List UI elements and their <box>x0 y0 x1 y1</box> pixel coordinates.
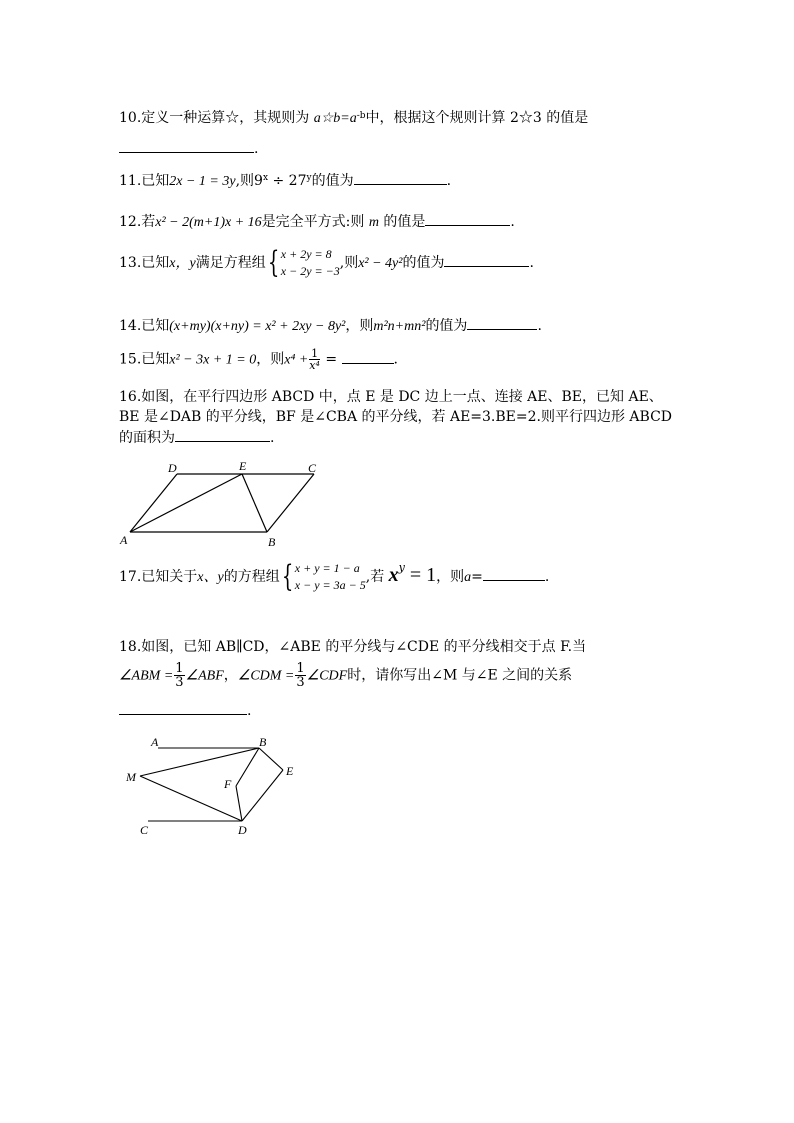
answer-blank-13[interactable] <box>444 252 529 267</box>
label-M: M <box>126 770 136 784</box>
label-E: E <box>239 459 247 473</box>
label-B: B <box>259 735 267 749</box>
question-15: 15.已知x² − 3x + 1 = 0，则x⁴ + $\frac{1}{\text{x⁴}}$ = . <box>119 347 398 372</box>
question-12: 12.若x² − 2(m+1)x + 16是完全平方式:则 m 的值是 . <box>119 211 515 233</box>
question-10: 10.定义一种运算☆，其规则为 $a☆b=a^{-b}$中，根据这个规则计算 2☆3 的值是 <box>119 110 589 126</box>
answer-blank-16[interactable] <box>175 427 270 442</box>
answer-blank-15[interactable] <box>342 349 394 364</box>
label-C: C <box>308 461 317 475</box>
label-C: C <box>140 823 149 837</box>
question-18-line2: ∠ABM = $\frac{1}{3}$ ∠ABF，∠CDM = $\frac{1}{3}$ ∠CDF时，请你写出∠M 与∠E 之间的关系 <box>119 661 573 690</box>
question-16: 16.如图，在平行四边形 ABCD 中，点 E 是 DC 边上一点、连接 AE、BE，已知 AE、 BE 是∠DAB 的平分线，BF 是∠CBA 的平分线，若 AE=3.BE=2.则平行四边形 ABCD 的面积为 . <box>119 389 673 446</box>
answer-blank-18[interactable]: . <box>119 700 251 721</box>
label-D: D <box>168 461 177 475</box>
figure-parallel-lines <box>118 730 308 840</box>
answer-blank-10[interactable]: . <box>119 138 258 159</box>
question-14: 14.已知(x+my)(x+ny) = x² + 2xy − 8y²，则m²n+mn²的值为 . <box>119 315 542 337</box>
label-A: A <box>151 735 159 749</box>
figure-parallelogram <box>118 458 338 550</box>
label-E: E <box>286 764 294 778</box>
question-17: 17.已知关于x、y的方程组{ x + y = 1 − a x − y = 3a − 5 ,若 $x^y = 1$，则a= . <box>119 559 550 594</box>
question-11: 11.已知2x − 1 = 3y,则$9^x \div 27^y$的值为 . <box>119 170 451 192</box>
label-B: B <box>268 535 276 549</box>
question-18: 18.如图，已知 AB∥CD，∠ABE 的平分线与∠CDE 的平分线相交于点 F.当 <box>119 639 587 655</box>
label-D: D <box>238 823 247 837</box>
question-13: 13.已知x，y满足方程组{ x + 2y = 8 x − 2y = −3 ,则x² − 4y²的值为 . <box>119 245 534 280</box>
label-F: F <box>224 777 232 791</box>
answer-blank-12[interactable] <box>425 211 510 226</box>
answer-blank-11[interactable] <box>354 170 447 185</box>
answer-blank-14[interactable] <box>467 315 537 330</box>
label-A: A <box>120 533 128 547</box>
answer-blank-17[interactable] <box>483 566 545 581</box>
